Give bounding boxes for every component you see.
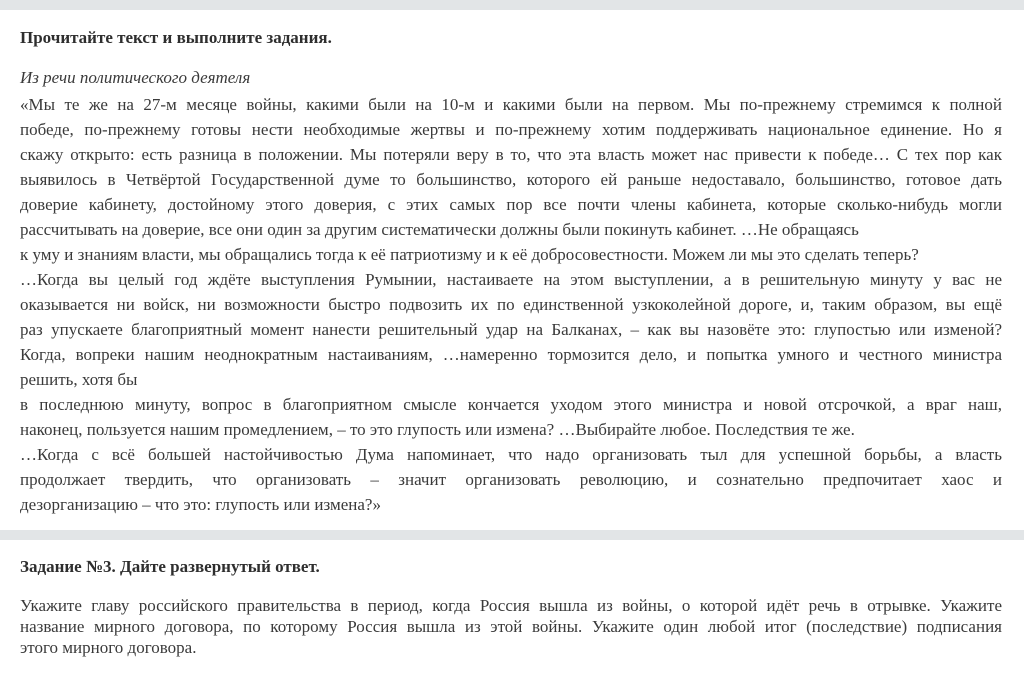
task-heading: Задание №3. Дайте развернутый ответ. (20, 557, 320, 576)
text-line: Когда, вопреки нашим неоднократным настаиваниям, …намеренно тормозится дело, и попытка умного и честного министра (20, 345, 1002, 364)
task-question-text (20, 595, 1002, 658)
top-separator-bar (0, 0, 1024, 10)
text-line: выявилось в Четвёртой Государственной думе то большинство, которого ей раньше недоставало, большинство, готовое дать (20, 170, 1002, 189)
text-line: скажу открыто: есть разница в положении. Мы потеряли веру в то, что эта власть может нас привести к победе… С тех пор как (20, 145, 1002, 164)
text-line: доверие кабинету, достойному этого доверия, с этих самых пор все почти члены кабинета, которые сколько-нибудь могли (20, 195, 1002, 214)
text-line: раз упускаете благоприятный момент нанести решительный удар на Балканах, – как вы назовёте это: глупостью или изменой? (20, 320, 1002, 339)
text-line: оказывается ни войск, ни возможности быстро подвозить их по единственной узкоколейной дороге, и, таким образом, вы ещё (20, 295, 1002, 314)
instruction-heading: Прочитайте текст и выполните задания. (20, 28, 332, 47)
text-line: наконец, пользуется нашим промедлением, – то это глупость или измена? …Выбирайте любое. Последствия те же. (20, 420, 855, 439)
text-line: «Мы те же на 27-м месяце войны, какими были на 10-м и какими были на первом. Мы по-прежнему стремимся к полной (20, 95, 1002, 114)
section-divider (0, 530, 1024, 540)
text-line: решить, хотя бы (20, 370, 138, 389)
text-line: в последнюю минуту, вопрос в благоприятном смысле кончается уходом этого министра и новой отсрочкой, а враг наш, (20, 395, 1002, 414)
task-panel (0, 540, 1024, 691)
text-line: рассчитывать на доверие, все они один за другим систематически должны были покинуть кабинет. …Не обращаясь (20, 220, 859, 239)
text-line: продолжает твердить, что организовать – значит организовать революцию, и сознательно предпочитает хаос и (20, 470, 1002, 489)
text-line: Укажите главу российского правительства в период, когда Россия вышла из войны, о которой идёт речь в отрывке. Укажите (20, 596, 1002, 615)
source-title: Из речи политического деятеля (20, 68, 251, 87)
text-line: этого мирного договора. (20, 638, 197, 657)
text-line: …Когда с всё большей настойчивостью Дума напоминает, что надо организовать тыл для успешной борьбы, а власть (20, 445, 1002, 464)
text-line: …Когда вы целый год ждёте выступления Румынии, настаиваете на этом выступлении, а в решительную минуту у вас не (20, 270, 1002, 289)
text-line: победе, по-прежнему готовы нести необходимые жертвы и по-прежнему хотим поддерживать национальное единение. Но я (20, 120, 1002, 139)
reading-passage-panel (0, 10, 1024, 530)
text-line: к уму и знаниям власти, мы обращались тогда к её патриотизму и к её добросовестности. Можем ли мы это сделать теперь? (20, 245, 919, 264)
text-line: дезорганизацию – что это: глупость или измена?» (20, 495, 381, 514)
source-passage (20, 92, 1002, 517)
text-line: название мирного договора, по которому Россия вышла из этой войны. Укажите один любой итог (последствие) подписания (20, 617, 1002, 636)
